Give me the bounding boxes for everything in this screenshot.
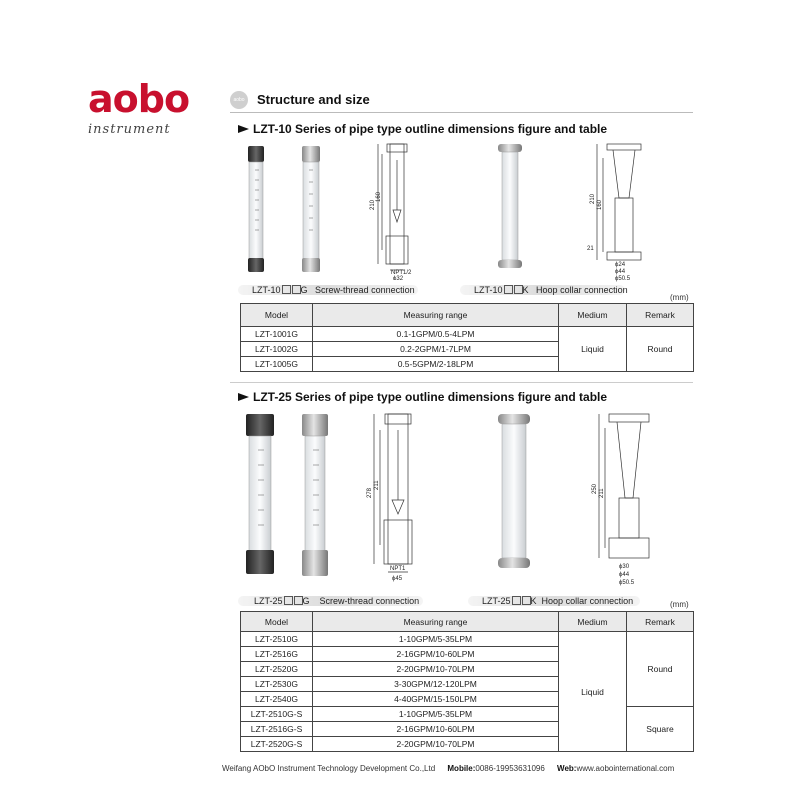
lzt25-dimension-drawing-hoop [585,408,675,588]
lzt25-left-thread: NPT1 [390,566,406,572]
table-header: Measuring range [313,304,559,327]
lzt25-flowmeter-metal [302,414,328,576]
table-header: Medium [559,612,627,632]
lzt10-caption-left: LZT-10 G Screw-thread connection [252,285,415,295]
table-header: Model [241,612,313,632]
lzt10-flowmeter-metal [302,146,320,272]
lzt10-spec-table [240,303,694,372]
lzt10-left-h2: 160 [376,191,382,202]
lzt10-dimension-drawing-hoop [585,138,665,283]
lzt10-right-h2: 160 [597,199,603,210]
lzt10-left-thread: NPT1/2 [391,270,412,276]
lzt10-caption-right: LZT-10 K Hoop collar connection [474,285,628,295]
lzt25-left-h2: 211 [374,480,380,490]
section-badge-icon: aobo [230,91,248,109]
lzt10-photo-hoop [490,140,530,280]
table-row: LZT-2516G-S 2-16GPM/10-60LPM [241,722,694,737]
table-row: LZT-2520G 2-20GPM/10-70LPM [241,662,694,677]
footer-company: Weifang AObO Instrument Technology Development Co.,Ltd [222,764,436,773]
lzt25-flowmeter-black [246,414,274,574]
table-header: Measuring range [313,612,559,632]
lzt25-caption-left: LZT-25 G Screw-thread connection [254,596,420,606]
arrow-icon [238,125,249,133]
medium-cell: Liquid [559,632,627,752]
logo-subtitle: instrument [88,122,171,137]
lzt25-unit: (mm) [670,600,689,609]
logo-word: aobo [88,77,190,121]
lzt10-photo-figure [240,140,330,280]
section-header [230,90,693,113]
footer: Weifang AObO Instrument Technology Development Co.,Ltd Mobile:0086-19953631096 Web:www.aobointernational.com [222,764,675,773]
lzt25-caption-right: LZT-25 K Hoop collar connection [482,596,634,606]
table-header: Remark [627,304,694,327]
lzt10-left-h1: 210 [370,199,376,210]
table-row: LZT-1002G 0.2-2GPM/1-7LPM [241,342,694,357]
lzt25-dimension-drawing-thread [360,410,430,585]
lzt25-left-diameter: ϕ45 [392,576,403,582]
lzt25-photo-figure [240,410,340,585]
lzt25-title: LZT-25 Series of pipe type outline dimensions figure and table [238,390,607,404]
arrow-icon [238,393,249,401]
lzt25-left-h1: 278 [367,487,373,498]
lzt25-right-d3: ϕ50.5 [619,580,635,586]
lzt10-dimension-drawing-thread [360,140,430,280]
lzt10-right-h1: 210 [590,193,596,204]
table-row: LZT-2530G 3-30GPM/12-120LPM [241,677,694,692]
remark-cell: Round [627,327,694,372]
table-header: Model [241,304,313,327]
table-row: LZT-2516G 2-16GPM/10-60LPM [241,647,694,662]
lzt10-flowmeter-black [248,146,264,272]
table-row: LZT-1005G 0.5-5GPM/2-18LPM [241,357,694,372]
section-title: Structure and size [257,92,370,107]
table-row: LZT-2510G-S 1-10GPM/5-35LPM Square [241,707,694,722]
lzt10-right-d3: ϕ50.5 [615,276,631,282]
brand-logo [88,77,198,137]
footer-mobile: 0086-19953631096 [475,764,545,773]
lzt10-left-diameter: ϕ32 [393,276,404,280]
lzt10-right-d2: ϕ44 [615,269,626,275]
medium-cell: Liquid [559,327,627,372]
lzt25-right-h2: 211 [599,488,605,498]
table-row: LZT-1001G 0.1-1GPM/0.5-4LPM Liquid Round [241,327,694,342]
lzt25-spec-table [240,611,694,752]
lzt10-unit: (mm) [670,293,689,302]
table-header: Medium [559,304,627,327]
lzt10-title: LZT-10 Series of pipe type outline dimensions figure and table [238,122,607,136]
remark-cell-square: Square [627,707,694,752]
table-row: LZT-2520G-S 2-20GPM/10-70LPM [241,737,694,752]
remark-cell-round: Round [627,632,694,707]
table-header: Remark [627,612,694,632]
lzt25-right-d2: ϕ44 [619,572,630,578]
lzt10-right-side: 21 [587,246,594,252]
lzt10-right-d1: ϕ24 [615,262,626,268]
table-row: LZT-2510G 1-10GPM/5-35LPM Liquid Round [241,632,694,647]
lzt25-right-h1: 250 [592,483,598,494]
lzt25-right-d1: ϕ30 [619,564,630,570]
footer-web[interactable]: www.aobointernational.com [576,764,675,773]
table-row: LZT-2540G 4-40GPM/15-150LPM [241,692,694,707]
lzt25-photo-hoop [492,410,536,585]
